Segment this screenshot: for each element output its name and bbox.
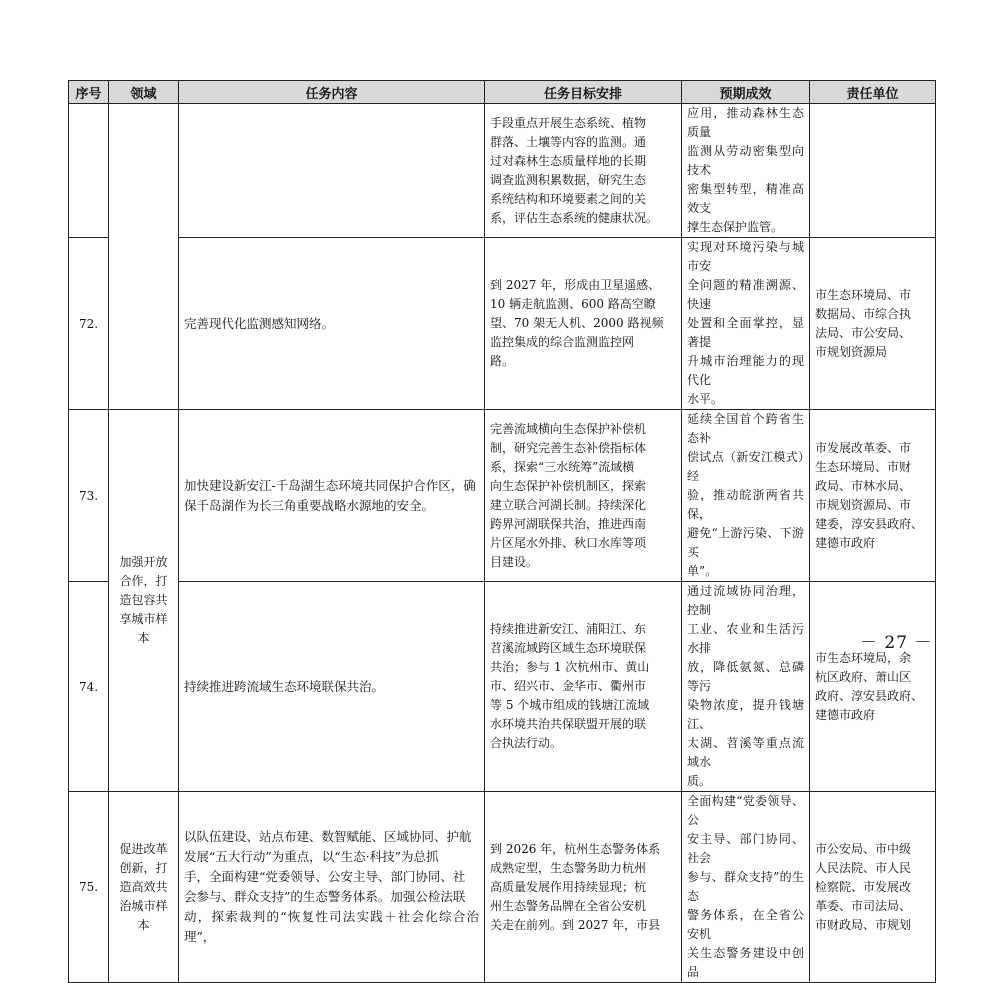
table-header-row (69, 81, 936, 104)
header-outcome: 预期成效 (682, 81, 810, 104)
outcome-cell (682, 238, 810, 410)
header-owner: 责任单位 (810, 81, 936, 104)
outcome-cell (682, 792, 810, 983)
owner-cell (810, 582, 936, 792)
target-cell (485, 792, 682, 983)
domain-text: 促进改革 创新，打 造高效共 治城市样 本 (119, 841, 168, 932)
content-cell (179, 792, 485, 983)
owner-cell (810, 410, 936, 582)
table-row-75 (69, 792, 936, 983)
owner-cell (810, 792, 936, 983)
table-row-continued (69, 104, 936, 238)
domain-cell (109, 792, 179, 983)
content-text: 完善现代化监测感知网络。 (184, 315, 335, 331)
owner-text: 市发展改革委、市 生态环境局、市财 政局、市林水局、 市规划资源局、市 建委，淳安县政府、 建德市政府 (815, 440, 924, 550)
outcome-cell (682, 582, 810, 792)
owner-text: 市生态环境局、市 数据局、市综合执 法局、市公安局、 市规划资源局 (815, 287, 912, 359)
content-text: 以队伍建设、站点布建、数智赋能、区域协同、护航 发展“五大行动”为重点，以“生态·科技”为总抓 手，全面构建“党委领导、公安主导、部门协同、社 会参与、群众支持”的生态警务体系。加强公检法联 动，探索裁判的“恢复性司法实践＋社会化综合治理”， (184, 829, 479, 944)
header-domain: 领域 (109, 81, 179, 104)
owner-cell (810, 238, 936, 410)
page-number: － 27 － (860, 633, 933, 653)
outcome-cell (682, 410, 810, 582)
owner-cell-empty (810, 104, 936, 238)
outcome-text: 延续全国首个跨省生态补 偿试点（新安江模式）经 验，推动皖浙两省共保， 避免“上游污染、下游买 单”。 (687, 412, 804, 578)
target-text: 完善流域横向生态保护补偿机 制，研究完善生态补偿指标体 系，探索“三水统筹”流域横 向生态保护补偿机制区，探索 建立联合河湖长制。持续深化 跨界河湖联保共治，推进西南 片区尾水外排、秋口水库等项 目建设。 (490, 421, 647, 569)
content-cell (179, 238, 485, 410)
target-cell (485, 582, 682, 792)
table-row-73 (69, 410, 936, 582)
outcome-text: 全面构建“党委领导、公 安主导、部门协同、社会 参与、群众支持”的生态 警务体系，在全省公安机 关生态警务建设中创品 (687, 794, 804, 979)
header-seq: 序号 (69, 81, 109, 104)
table-row-72 (69, 238, 936, 410)
target-text: 持续推进新安江、浦阳江、东 苕溪流域跨区域生态环境联保 共治；参与 1 次杭州市、黄山 市、绍兴市、金华市、衢州市 等 5 个城市组成的钱塘江流域 水环境共治共保联盟开展的联 合执法行动。 (490, 622, 650, 750)
content-text: 持续推进跨流域生态环境联保共治。 (184, 678, 385, 694)
domain-cell-empty (109, 104, 179, 410)
header-content: 任务内容 (179, 81, 485, 104)
seq-cell: 75. (69, 792, 109, 983)
task-table (68, 80, 936, 983)
target-cell (485, 410, 682, 582)
target-cell (485, 238, 682, 410)
domain-text: 加强开放 合作，打 造包容共 享城市样 本 (119, 555, 168, 645)
target-text: 手段重点开展生态系统、植物 群落、土壤等内容的监测。通 过对森林生态质量样地的长期 调查监测积累数据，研究生态 系统结构和环境要素之间的关 系，评估生态系统的健康状况。 (490, 115, 659, 225)
target-cell (485, 104, 682, 238)
seq-cell: 73. (69, 410, 109, 582)
seq-cell: 72. (69, 238, 109, 410)
outcome-text: 实现对环境污染与城市安 全问题的精准溯源、快速 处置和全面掌控，显著提 升城市治理能力的现代化 水平。 (687, 240, 804, 406)
outcome-cell (682, 104, 810, 238)
seq-cell-empty (69, 104, 109, 238)
content-cell-empty (179, 104, 485, 238)
seq-cell: 74. (69, 582, 109, 792)
owner-text: 市生态环境局，余 杭区政府、萧山区 政府、淳安县政府、 建德市政府 (815, 650, 924, 722)
content-cell (179, 410, 485, 582)
outcome-text: 通过流域协同治理，控制 工业、农业和生活污水排 放，降低氨氮、总磷等污 染物浓度，提升钱塘江、 太湖、苕溪等重点流域水 质。 (687, 584, 804, 788)
owner-text: 市公安局、市中级 人民法院、市人民 检察院、市发展改 革委、市司法局、 市财政局、市规划 (815, 841, 912, 932)
header-target: 任务目标安排 (485, 81, 682, 104)
table-row-74 (69, 582, 936, 792)
content-cell (179, 582, 485, 792)
domain-cell (109, 410, 179, 792)
target-text: 到 2026 年，杭州生态警务体系 成熟定型，生态警务助力杭州 高质量发展作用持续显现；杭 州生态警务品牌在全省公安机 关走在前列。到 2027 年，市县 (490, 841, 661, 932)
target-text: 到 2027 年，形成由卫星遥感、 10 辆走航监测、600 路高空瞭 望、70 架无人机、2000 路视频 监控集成的综合监测监控网 路。 (490, 278, 664, 368)
content-text: 加快建设新安江-千岛湖生态环境共同保护合作区，确 保千岛湖作为长三角重要战略水源地的安全。 (184, 477, 476, 513)
outcome-text: 应用，推动森林生态质量 监测从劳动密集型向技术 密集型转型，精准高效支 撑生态保护监管。 (687, 106, 804, 234)
